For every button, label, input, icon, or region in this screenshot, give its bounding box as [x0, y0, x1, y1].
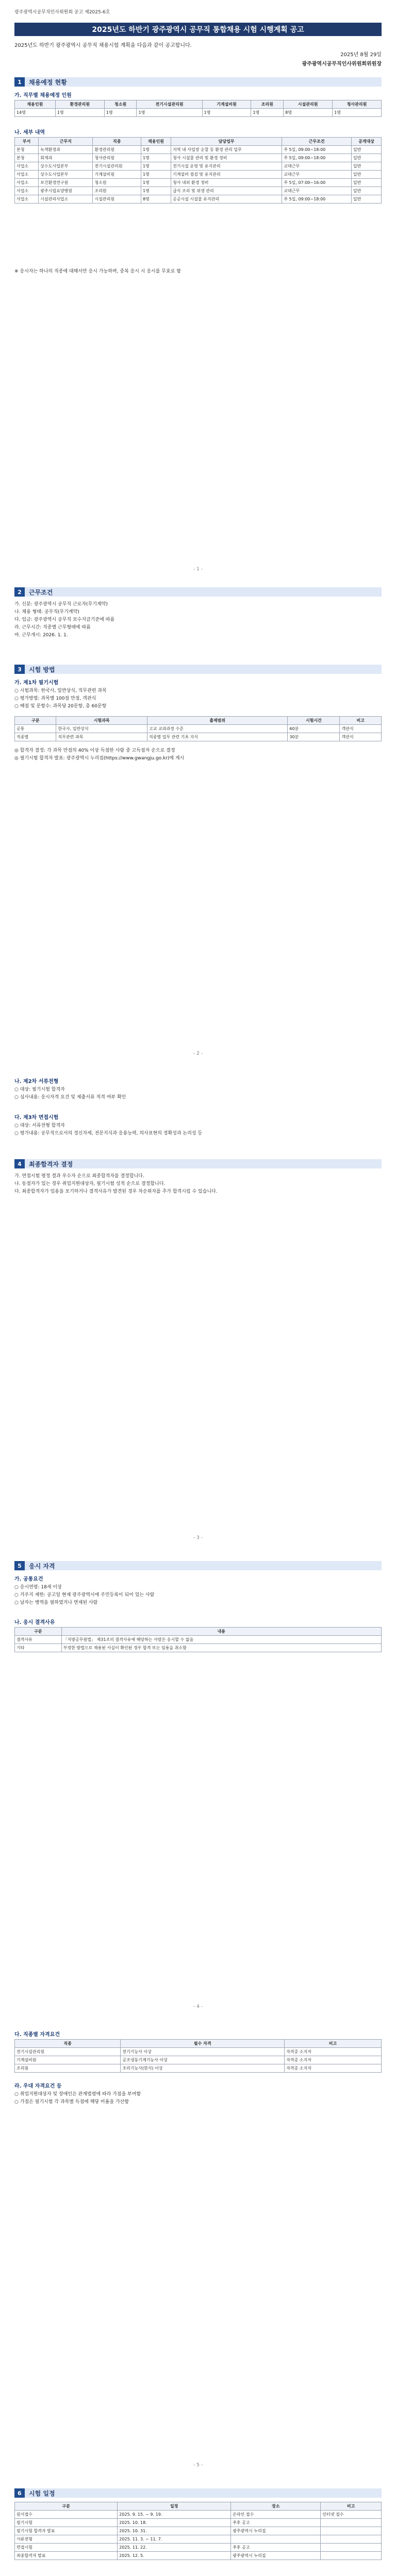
table-cell: 공통 [15, 725, 56, 733]
table-cell: 상수도사업본부 [39, 171, 93, 179]
text-line: 다. 최종합격자가 임용을 포기하거나 결격사유가 발견된 경우 차순위자를 추가 합격시킬 수 있습니다. [14, 1189, 218, 1194]
table-cell: 한국사, 일반상식 [56, 725, 147, 733]
table-cell: 면접시험 [15, 2544, 118, 2552]
table-header-cell: 청사관리원 [333, 100, 382, 109]
document-title: 2025년도 하반기 광주광역시 공무직 통합채용 시험 시행계획 공고 [14, 23, 382, 36]
table-header-cell: 시험과목 [56, 717, 147, 725]
table-cell: 인터넷 접수 [321, 2511, 382, 2519]
table-cell: 2025. 10. 18. [118, 2519, 231, 2527]
table-cell: 「지방공무원법」 제31조의 결격사유에 해당하는 사람은 응시할 수 없음 [61, 1636, 381, 1644]
disqualification-table [14, 1627, 382, 1652]
table-row [15, 171, 382, 179]
table-row [15, 2511, 382, 2519]
intro-text: 2025년도 하반기 광주광역시 공무직 채용시험 계획을 다음과 같이 공고합니다. [14, 43, 192, 48]
text-line: ○ 대상: 서류전형 합격자 [14, 1123, 65, 1128]
table-row [15, 109, 382, 117]
table-cell: 1명 [141, 171, 171, 179]
table-header-cell: 전기시설관리원 [137, 100, 202, 109]
table-cell: 사업소 [15, 171, 39, 179]
section-5-cont-body [14, 2091, 382, 2106]
table-header-cell: 채용인원 [141, 138, 171, 146]
text-line: 가. 신분: 광주광역시 공무직 근로자(무기계약) [14, 602, 108, 607]
section-2-header [14, 587, 382, 597]
table-cell [321, 2544, 382, 2552]
text-line: ○ 심사내용: 응시자격 요건 및 제출서류 적격 여부 확인 [14, 1095, 126, 1100]
table-cell: 조리원 [93, 187, 141, 195]
table-cell: 추후 공고 [231, 2519, 321, 2527]
exam-table [14, 716, 382, 741]
table-cell: 상수도사업본부 [39, 162, 93, 171]
table-row [15, 2064, 382, 2073]
table-header-row [15, 100, 382, 109]
table-cell: 급식 조리 및 위생 관리 [171, 187, 282, 195]
table-cell: 1명 [141, 162, 171, 171]
table-header-row [15, 2040, 382, 2048]
table-header-cell: 출제범위 [147, 717, 287, 725]
table-cell: 주 5일, 07:00~16:00 [282, 179, 352, 187]
table-cell: 1명 [104, 109, 137, 117]
section-5-header [14, 1561, 382, 1570]
page-number: - 5 - [193, 2463, 203, 2468]
section-1-header [14, 77, 382, 87]
text-line: ○ 가점은 필기시험 각 과목별 득점에 해당 비율을 가산함 [14, 2099, 129, 2105]
table-cell: 직무관련 과목 [56, 733, 147, 741]
text-line: ○ 평가내용: 공무직으로서의 정신자세, 전문지식과 응용능력, 의사표현의 정확성과 논리성 등 [14, 1131, 203, 1136]
sub-heading: 라. 우대 자격요건 등 [14, 2083, 62, 2089]
table-cell [321, 2535, 382, 2544]
table-cell: 1명 [55, 109, 104, 117]
table-cell: 전기기능사 이상 [121, 2048, 285, 2056]
intro-block [14, 41, 382, 69]
section-title: 최종합격자 결정 [25, 1159, 382, 1168]
text-line: ○ 남자는 병역을 필하였거나 면제된 사람 [14, 1600, 98, 1605]
text-line: 가. 면접시험 평정 결과 우수자 순으로 최종합격자를 결정합니다. [14, 1174, 144, 1179]
text-line: ◎ 필기시험 합격자 발표: 광주광역시 누리집(https://www.gwangju.go.kr)에 게시 [14, 756, 185, 761]
table-cell: 공공시설 시설물 유지관리 [171, 195, 282, 204]
table-cell: 일반 [351, 195, 381, 204]
table-row [15, 195, 382, 204]
section-number: 2 [14, 587, 25, 597]
section-3-da-body [14, 1122, 382, 1138]
section-number: 4 [14, 1159, 25, 1168]
table-header-cell: 직종 [15, 2040, 121, 2048]
section-2-body [14, 601, 382, 639]
section-title: 시험 일정 [25, 2488, 382, 2498]
table-cell: 추후 공고 [231, 2544, 321, 2552]
sub-heading: 다. 직종별 자격요건 [14, 2032, 60, 2038]
table-cell: 객관식 [340, 725, 382, 733]
detail-footnote: ※ 응시자는 하나의 직종에 대해서만 응시 가능하며, 중복 응시 시 응시를 무효로 함 [14, 269, 181, 274]
table-cell: 공조냉동기계기능사 이상 [121, 2056, 285, 2064]
table-row [15, 733, 382, 741]
section-3-header [14, 665, 382, 674]
table-header-cell: 구분 [15, 717, 56, 725]
table-header-row [15, 717, 382, 725]
table-header-row [15, 1628, 382, 1636]
text-line: ◎ 합격자 결정: 각 과목 만점의 40% 이상 득점한 사람 중 고득점자 순으로 결정 [14, 748, 175, 753]
table-cell: 일반 [351, 162, 381, 171]
sub-heading: 가. 공통요건 [14, 1577, 43, 1582]
section-4-header [14, 1159, 382, 1168]
table-cell: 2025. 10. 31. [118, 2527, 231, 2535]
table-cell: 교대근무 [282, 171, 352, 179]
table-row [15, 146, 382, 154]
table-cell: 사업소 [15, 162, 39, 171]
table-cell: 광주광역시 누리집 [231, 2552, 321, 2560]
text-line: ○ 시험과목: 한국사, 일반상식, 직무관련 과목 [14, 688, 107, 693]
page-number: - 4 - [193, 2004, 203, 2009]
table-cell: 교대근무 [282, 187, 352, 195]
table-cell: 환경관리원 [93, 146, 141, 154]
table-row [15, 154, 382, 162]
text-line: ○ 응시연령: 18세 이상 [14, 1585, 62, 1590]
table-row [15, 2048, 382, 2056]
schedule-table [14, 2502, 382, 2560]
table-header-row [15, 138, 382, 146]
table-cell: 전기시설관리원 [93, 162, 141, 171]
table-cell: 결격사유 [15, 1636, 62, 1644]
table-cell: 자격증 소지자 [285, 2056, 382, 2064]
table-header-cell: 시험시간 [288, 717, 340, 725]
table-cell: 광주시립요양병원 [39, 187, 93, 195]
table-cell: 자격증 소지자 [285, 2048, 382, 2056]
table-row [15, 1636, 382, 1644]
table-cell: 본청 [15, 146, 39, 154]
table-cell: 녹색환경과 [39, 146, 93, 154]
table-cell: 주 5일, 09:00~18:00 [282, 154, 352, 162]
table-header-cell: 비고 [321, 2502, 382, 2511]
table-row [15, 179, 382, 187]
text-line: 나. 동점자가 있는 경우 취업지원대상자, 필기시험 성적 순으로 결정합니다. [14, 1181, 166, 1187]
table-cell: 기계설비원 [15, 2056, 121, 2064]
table-cell: 1명 [141, 154, 171, 162]
table-cell: 1명 [333, 109, 382, 117]
table-row [15, 2544, 382, 2552]
page-number: - 3 - [193, 1535, 203, 1540]
table-row [15, 725, 382, 733]
table-header-cell: 청소원 [104, 100, 137, 109]
table-cell: 14명 [15, 109, 56, 117]
table-cell: 1명 [137, 109, 202, 117]
table-cell: 사업소 [15, 195, 39, 204]
table-cell: 청사 시설물 관리 및 환경 정비 [171, 154, 282, 162]
table-row [15, 2056, 382, 2064]
table-cell: 일반 [351, 171, 381, 179]
section-number: 1 [14, 77, 25, 87]
table-cell: 서류전형 [15, 2535, 118, 2544]
table-row [15, 162, 382, 171]
text-line: ○ 취업지원대상자 및 장애인은 관계법령에 따라 가점을 부여함 [14, 2092, 141, 2097]
table-header-cell: 구분 [15, 2502, 118, 2511]
table-cell: 최종합격자 발표 [15, 2552, 118, 2560]
table-cell: 전기시설 운영 및 유지관리 [171, 162, 282, 171]
sub-heading: 나. 제2차 서류전형 [14, 1079, 59, 1084]
table-cell: 2025. 12. 5. [118, 2552, 231, 2560]
table-cell: 보건환경연구원 [39, 179, 93, 187]
sub-heading: 나. 세부 내역 [14, 130, 45, 135]
table-row [15, 2527, 382, 2535]
table-cell: 자격증 소지자 [285, 2064, 382, 2073]
table-cell: 주 5일, 09:00~18:00 [282, 146, 352, 154]
sub-heading: 가. 직무별 채용예정 인원 [14, 93, 72, 98]
table-cell: 일반 [351, 146, 381, 154]
table-cell: 청사 내외 환경 정비 [171, 179, 282, 187]
sub-heading: 다. 제3차 면접시험 [14, 1115, 59, 1121]
section-3-notes [14, 747, 382, 762]
table-cell: 광주광역시 누리집 [231, 2527, 321, 2535]
section-6-header [14, 2488, 382, 2498]
table-cell: 1명 [141, 187, 171, 195]
table-cell [231, 2535, 321, 2544]
table-cell: 1명 [251, 109, 284, 117]
section-4-body [14, 1173, 382, 1196]
section-title: 채용예정 현황 [25, 77, 382, 87]
table-cell: 일반 [351, 187, 381, 195]
summary-table [14, 100, 382, 117]
table-cell: 2025. 11. 3. ~ 11. 7. [118, 2535, 231, 2544]
table-cell: 1명 [202, 109, 251, 117]
table-header-row [15, 2502, 382, 2511]
table-header-cell: 기계설비원 [202, 100, 251, 109]
section-number: 3 [14, 665, 25, 674]
text-line: 다. 임금: 광주광역시 공무직 보수지급기준에 따름 [14, 617, 115, 622]
table-row [15, 2552, 382, 2560]
notice-number: 광주광역시공무직인사위원회 공고 제2025-6호 [14, 10, 110, 15]
table-cell: 객관식 [340, 733, 382, 741]
table-cell: 30분 [288, 733, 340, 741]
table-header-cell: 직종 [93, 138, 141, 146]
table-row [15, 2519, 382, 2527]
table-cell: 원서접수 [15, 2511, 118, 2519]
table-cell: 회계과 [39, 154, 93, 162]
table-header-cell: 채용인원 [15, 100, 56, 109]
table-cell: 1명 [141, 146, 171, 154]
sub-heading: 가. 제1차 필기시험 [14, 680, 59, 686]
table-cell: 2025. 11. 22. [118, 2544, 231, 2552]
table-cell: 지역 내 사업장 순찰 등 환경 관리 업무 [171, 146, 282, 154]
table-cell: 본청 [15, 154, 39, 162]
section-title: 응시 자격 [25, 1561, 382, 1570]
table-cell: 조리기능사(한식) 이상 [121, 2064, 285, 2073]
section-5-body [14, 1584, 382, 1607]
table-cell: 일반 [351, 179, 381, 187]
table-row [15, 2535, 382, 2544]
table-header-cell: 공개대상 [351, 138, 381, 146]
section-number: 6 [14, 2488, 25, 2498]
section-number: 5 [14, 1561, 25, 1570]
sub-heading: 나. 응시 결격사유 [14, 1620, 55, 1625]
table-cell: 시설관리사업소 [39, 195, 93, 204]
section-title: 시험 방법 [25, 665, 382, 674]
text-line: ○ 평가방법: 과목별 100점 만점, 객관식 [14, 696, 96, 701]
table-cell: 시설관리원 [93, 195, 141, 204]
table-row [15, 187, 382, 195]
table-cell: 주 5일, 09:00~18:00 [282, 195, 352, 204]
table-cell: 필기시험 [15, 2519, 118, 2527]
text-line: 라. 근무시간: 직종별 근무형태에 따름 [14, 625, 91, 630]
table-header-cell: 비고 [340, 717, 382, 725]
table-cell [321, 2519, 382, 2527]
table-cell: 1명 [141, 179, 171, 187]
table-header-cell: 부서 [15, 138, 39, 146]
table-cell: 직종별 [15, 733, 56, 741]
table-cell: 부정한 방법으로 채용된 사실이 확인된 경우 합격 또는 임용을 취소함 [61, 1644, 381, 1652]
table-cell [321, 2552, 382, 2560]
page-number: - 2 - [193, 1051, 203, 1056]
table-header-cell: 근무지 [39, 138, 93, 146]
text-line: 마. 근무개시: 2026. 1. 1. [14, 633, 68, 638]
table-row [15, 1644, 382, 1652]
table-cell: 조리원 [15, 2064, 121, 2073]
table-header-cell: 필수 자격 [121, 2040, 285, 2048]
notice-date: 2025년 8월 29일 [340, 52, 382, 58]
table-cell [321, 2527, 382, 2535]
table-cell: 60분 [288, 725, 340, 733]
table-header-cell: 일정 [118, 2502, 231, 2511]
page-number: - 1 - [193, 567, 203, 572]
table-header-cell: 시설관리원 [284, 100, 333, 109]
table-cell: 전기시설관리원 [15, 2048, 121, 2056]
table-cell: 교대근무 [282, 162, 352, 171]
issuer-name: 광주광역시공무직인사위원회위원장 [302, 61, 382, 67]
table-cell: 8명 [284, 109, 333, 117]
table-header-cell: 내용 [61, 1628, 381, 1636]
table-cell: 기타 [15, 1644, 62, 1652]
table-header-cell: 구분 [15, 1628, 62, 1636]
table-header-cell: 근무조건 [282, 138, 352, 146]
table-cell: 기계설비 점검 및 유지관리 [171, 171, 282, 179]
table-cell: 직종별 업무 관련 기초 지식 [147, 733, 287, 741]
qualification-table [14, 2039, 382, 2073]
table-cell: 청사관리원 [93, 154, 141, 162]
table-cell: 온라인 접수 [231, 2511, 321, 2519]
table-header-cell: 조리원 [251, 100, 284, 109]
text-line: ○ 배점 및 문항수: 과목당 20문항, 총 60문항 [14, 704, 107, 709]
table-header-cell: 비고 [285, 2040, 382, 2048]
table-cell: 일반 [351, 154, 381, 162]
table-header-cell: 환경관리원 [55, 100, 104, 109]
table-header-cell: 담당업무 [171, 138, 282, 146]
table-cell: 8명 [141, 195, 171, 204]
table-cell: 필기시험 합격자 발표 [15, 2527, 118, 2535]
text-line: ○ 대상: 필기시험 합격자 [14, 1087, 65, 1092]
detail-table [14, 137, 382, 204]
table-cell: 청소원 [93, 179, 141, 187]
text-line: ○ 거주지 제한: 공고일 현재 광주광역시에 주민등록이 되어 있는 사람 [14, 1592, 155, 1598]
table-cell: 고교 교과과정 수준 [147, 725, 287, 733]
section-3-body [14, 687, 382, 710]
table-header-cell: 장소 [231, 2502, 321, 2511]
table-cell: 2025. 9. 15. ~ 9. 19. [118, 2511, 231, 2519]
table-cell: 사업소 [15, 187, 39, 195]
section-title: 근무조건 [25, 587, 382, 597]
text-line: 나. 채용 형태: 공무직(무기계약) [14, 609, 79, 615]
table-cell: 사업소 [15, 179, 39, 187]
section-3-na-body [14, 1086, 382, 1101]
table-cell: 기계설비원 [93, 171, 141, 179]
